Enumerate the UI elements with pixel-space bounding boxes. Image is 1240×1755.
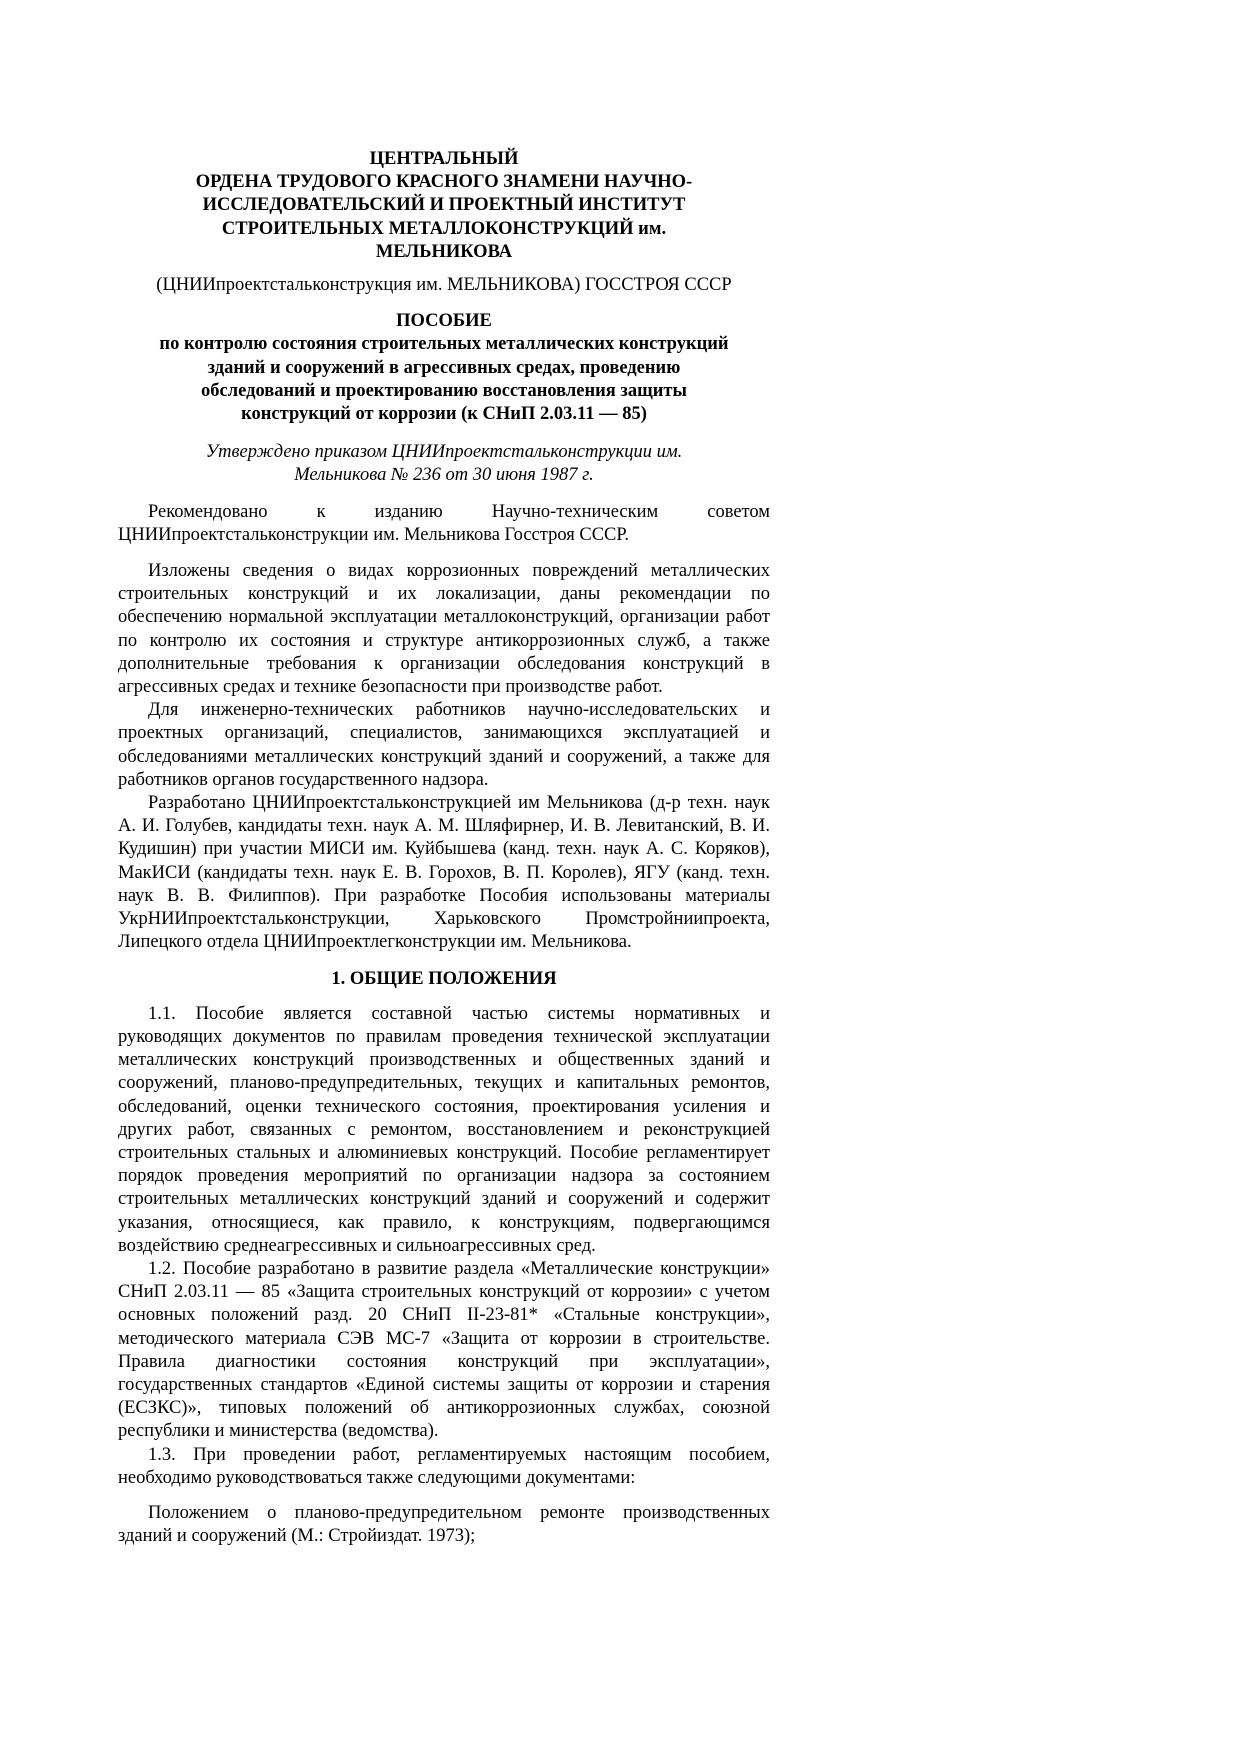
document-title xyxy=(118,310,770,426)
document-title-line: конструкций от коррозии (к СНиП 2.03.11 — 85) xyxy=(241,404,647,425)
paragraph-1-3-item: Положением о планово-предупредительном ремонте производственных зданий и сооружений (М.: Стройиздат. 1973); xyxy=(118,1502,770,1547)
org-title-line: СТРОИТЕЛЬНЫХ МЕТАЛЛОКОНСТРУКЦИЙ им. xyxy=(221,218,667,239)
approval-line: Мельникова № 236 от 30 июня 1987 г. xyxy=(294,465,594,486)
paragraph-1-1: 1.1. Пособие является составной частью системы нормативных и руководящих документов по правилам проведения технической эксплуатации металлических конструкций производственных и общественных зданий и сооружений, планово-предупредительных, текущих и капитальных ремонтов, обследований, оценки технического состояния, проектирования усиления и других работ, связанных с ремонтом, восстановлением и реконструкцией строительных стальных и алюминиевых конструкций. Пособие регламентирует порядок проведения мероприятий по организации надзора за состоянием строительных металлических конструкций зданий и сооружений и содержит указания, относящиеся, как правило, к конструкциям, подвергающимся воздействию среднеагрессивных и сильноагрессивных сред. xyxy=(118,1003,770,1256)
section-heading: 1. ОБЩИЕ ПОЛОЖЕНИЯ xyxy=(331,968,557,989)
audience-paragraph: Для инженерно-технических работников научно-исследовательских и проектных организаций, специалистов, занимающихся эксплуатацией и обследованиями металлических конструкций зданий и сооружений, а также для работников органов государственного надзора. xyxy=(118,700,770,790)
authors-paragraph: Разработано ЦНИИпроектстальконструкцией им Мельникова (д-р техн. наук А. И. Голубев, кандидаты техн. наук А. М. Шляфирнер, И. В. Левитанский, В. И. Кудишин) при участии МИСИ им. Куйбышева (канд. техн. наук А. С. Коряков), МакИСИ (кандидаты техн. наук Е. В. Горохов, В. П. Королев), ЯГУ (канд. техн. наук В. В. Филиппов). При разработке Пособия использованы материалы УкрНИИпроектстальконструкции, Харьковского Промстройниипроекта, Липецкого отдела ЦНИИпроектлегконструкции им. Мельникова. xyxy=(118,793,770,953)
organization-subtitle: (ЦНИИпроектстальконструкция им. МЕЛЬНИКОВА) ГОССТРОЯ СССР xyxy=(156,275,732,296)
paragraph-1-2: 1.2. Пособие разработано в развитие раздела «Металлические конструкции» СНиП 2.03.11 — 85 «Защита строительных конструкций от коррозии» с учетом основных положений разд. 20 СНиП II-23-81* «Стальные конструкции», методического материала СЭВ МС-7 «Защита от коррозии в строительстве. Правила диагностики состояния конструкций при эксплуатации», государственных стандартов «Единой системы защиты от коррозии и старения (ЕСЗКС)», типовых положений об антикоррозионных службах, союзной республики и министерства (ведомства). xyxy=(118,1258,770,1442)
approval-line: Утверждено приказом ЦНИИпроектстальконструкции им. xyxy=(205,442,683,463)
recommended-paragraph: Рекомендовано к изданию Научно-техническим советом ЦНИИпроектстальконструкции им. Мельникова Госстроя СССР. xyxy=(118,501,770,545)
paragraph-1-3: 1.3. При проведении работ, регламентируемых настоящим пособием, необходимо руководствоваться также следующими документами: xyxy=(118,1444,770,1488)
document-title-line: по контролю состояния строительных металлических конструкций xyxy=(159,334,729,355)
org-title-line: ОРДЕНА ТРУДОВОГО КРАСНОГО ЗНАМЕНИ НАУЧНО- xyxy=(195,172,693,193)
document-title-main: ПОСОБИЕ xyxy=(396,311,492,332)
org-title-line: МЕЛЬНИКОВА xyxy=(375,241,513,262)
organization-title xyxy=(138,148,750,264)
document-title-line: зданий и сооружений в агрессивных средах, проведению xyxy=(207,357,681,378)
summary-paragraph: Изложены сведения о видах коррозионных повреждений металлических строительных конструкций и их локализации, даны рекомендации по обеспечению нормальной эксплуатации металлоконструкций, организации работ по контролю их состояния и структуре антикоррозионных служб, а также дополнительные требования к организации обследования конструкций в агрессивных средах и технике безопасности при производстве работ. xyxy=(118,561,770,698)
approval-note xyxy=(148,441,740,487)
document-title-line: обследований и проектированию восстановления защиты xyxy=(201,380,687,401)
org-title-line: ИССЛЕДОВАТЕЛЬСКИЙ И ПРОЕКТНЫЙ ИНСТИТУТ xyxy=(202,195,686,216)
document-page xyxy=(118,148,770,1548)
org-title-line: ЦЕНТРАЛЬНЫЙ xyxy=(369,149,519,169)
